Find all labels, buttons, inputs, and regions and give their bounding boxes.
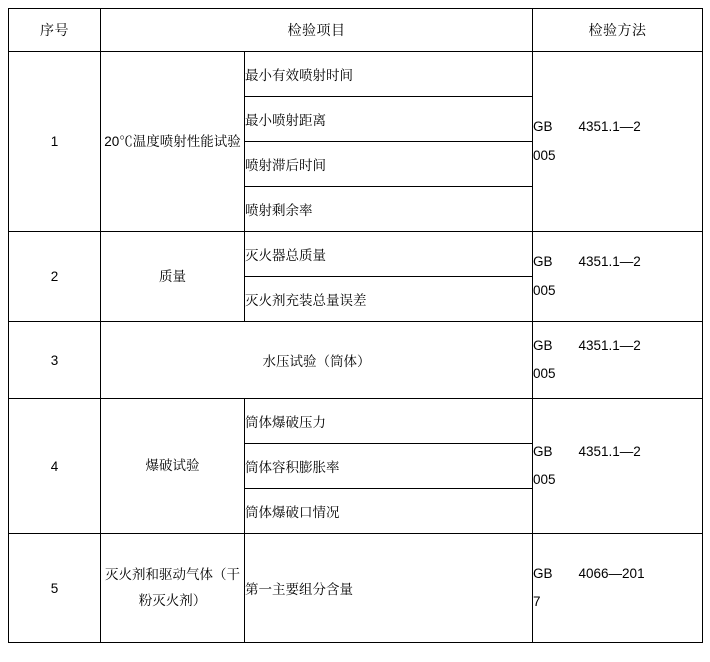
row-method [533,322,703,399]
row-method-line-2: 005 [533,472,556,487]
method-standard-code: GB [533,119,553,135]
row-item-group [101,52,245,232]
row-item-group-label: 灭火剂和驱动气体（干粉灭火剂） [105,567,240,608]
row-method-line-2: 7 [533,594,541,609]
table-header-row [9,9,703,52]
row-method-line-2: 005 [533,282,556,298]
table-row [9,399,703,444]
row-item-group [101,399,245,534]
row-method [533,232,703,322]
row-item-group: 水压试验（筒体） [101,322,533,399]
row-no: 1 [9,52,101,232]
row-method-line-1 [533,438,702,466]
table-row [9,232,703,277]
row-no: 2 [9,232,101,322]
header-no: 序号 [9,9,101,52]
row-method-line-1 [533,332,702,360]
method-standard-number: 4066—201 [578,565,645,581]
header-method: 检验方法 [533,9,703,52]
row-no: 3 [9,322,101,399]
row-subitem: 灭火器总质量 [245,232,533,277]
row-method-line-1 [533,248,702,276]
inspection-table [8,8,703,643]
row-no: 5 [9,534,101,643]
row-item-group-label: 爆破试验 [145,458,200,474]
method-standard-number: 4351.1—2 [578,254,641,270]
header-item: 检验项目 [101,9,533,52]
row-item-group [101,534,245,643]
row-no: 4 [9,399,101,534]
table-row [9,534,703,643]
row-subitem: 最小喷射距离 [245,97,533,142]
row-method [533,52,703,232]
row-item-group [101,232,245,322]
row-item-group-label: 20℃温度喷射性能试验 [104,133,241,149]
row-subitem: 第一主要组分含量 [245,534,533,643]
row-subitem: 喷射剩余率 [245,187,533,232]
row-method-line-1 [533,113,702,141]
method-standard-code: GB [533,337,553,353]
row-item-group-label: 质量 [159,268,186,284]
method-standard-code: GB [533,443,553,459]
method-standard-code: GB [533,565,553,581]
row-subitem: 最小有效喷射时间 [245,52,533,97]
method-standard-number: 4351.1—2 [578,337,641,353]
table-row [9,322,703,399]
row-method [533,399,703,534]
row-method-line-1 [533,560,702,588]
row-subitem: 喷射滞后时间 [245,142,533,187]
method-standard-number: 4351.1—2 [578,443,641,459]
row-subitem: 灭火剂充装总量误差 [245,277,533,322]
row-method-line-2: 005 [533,147,556,163]
row-method [533,534,703,643]
method-standard-code: GB [533,254,553,270]
method-standard-number: 4351.1—2 [578,119,641,135]
row-method-line-2: 005 [533,366,556,381]
row-subitem: 筒体爆破口情况 [245,489,533,534]
row-subitem: 筒体爆破压力 [245,399,533,444]
table-row [9,52,703,97]
row-subitem: 筒体容积膨胀率 [245,444,533,489]
